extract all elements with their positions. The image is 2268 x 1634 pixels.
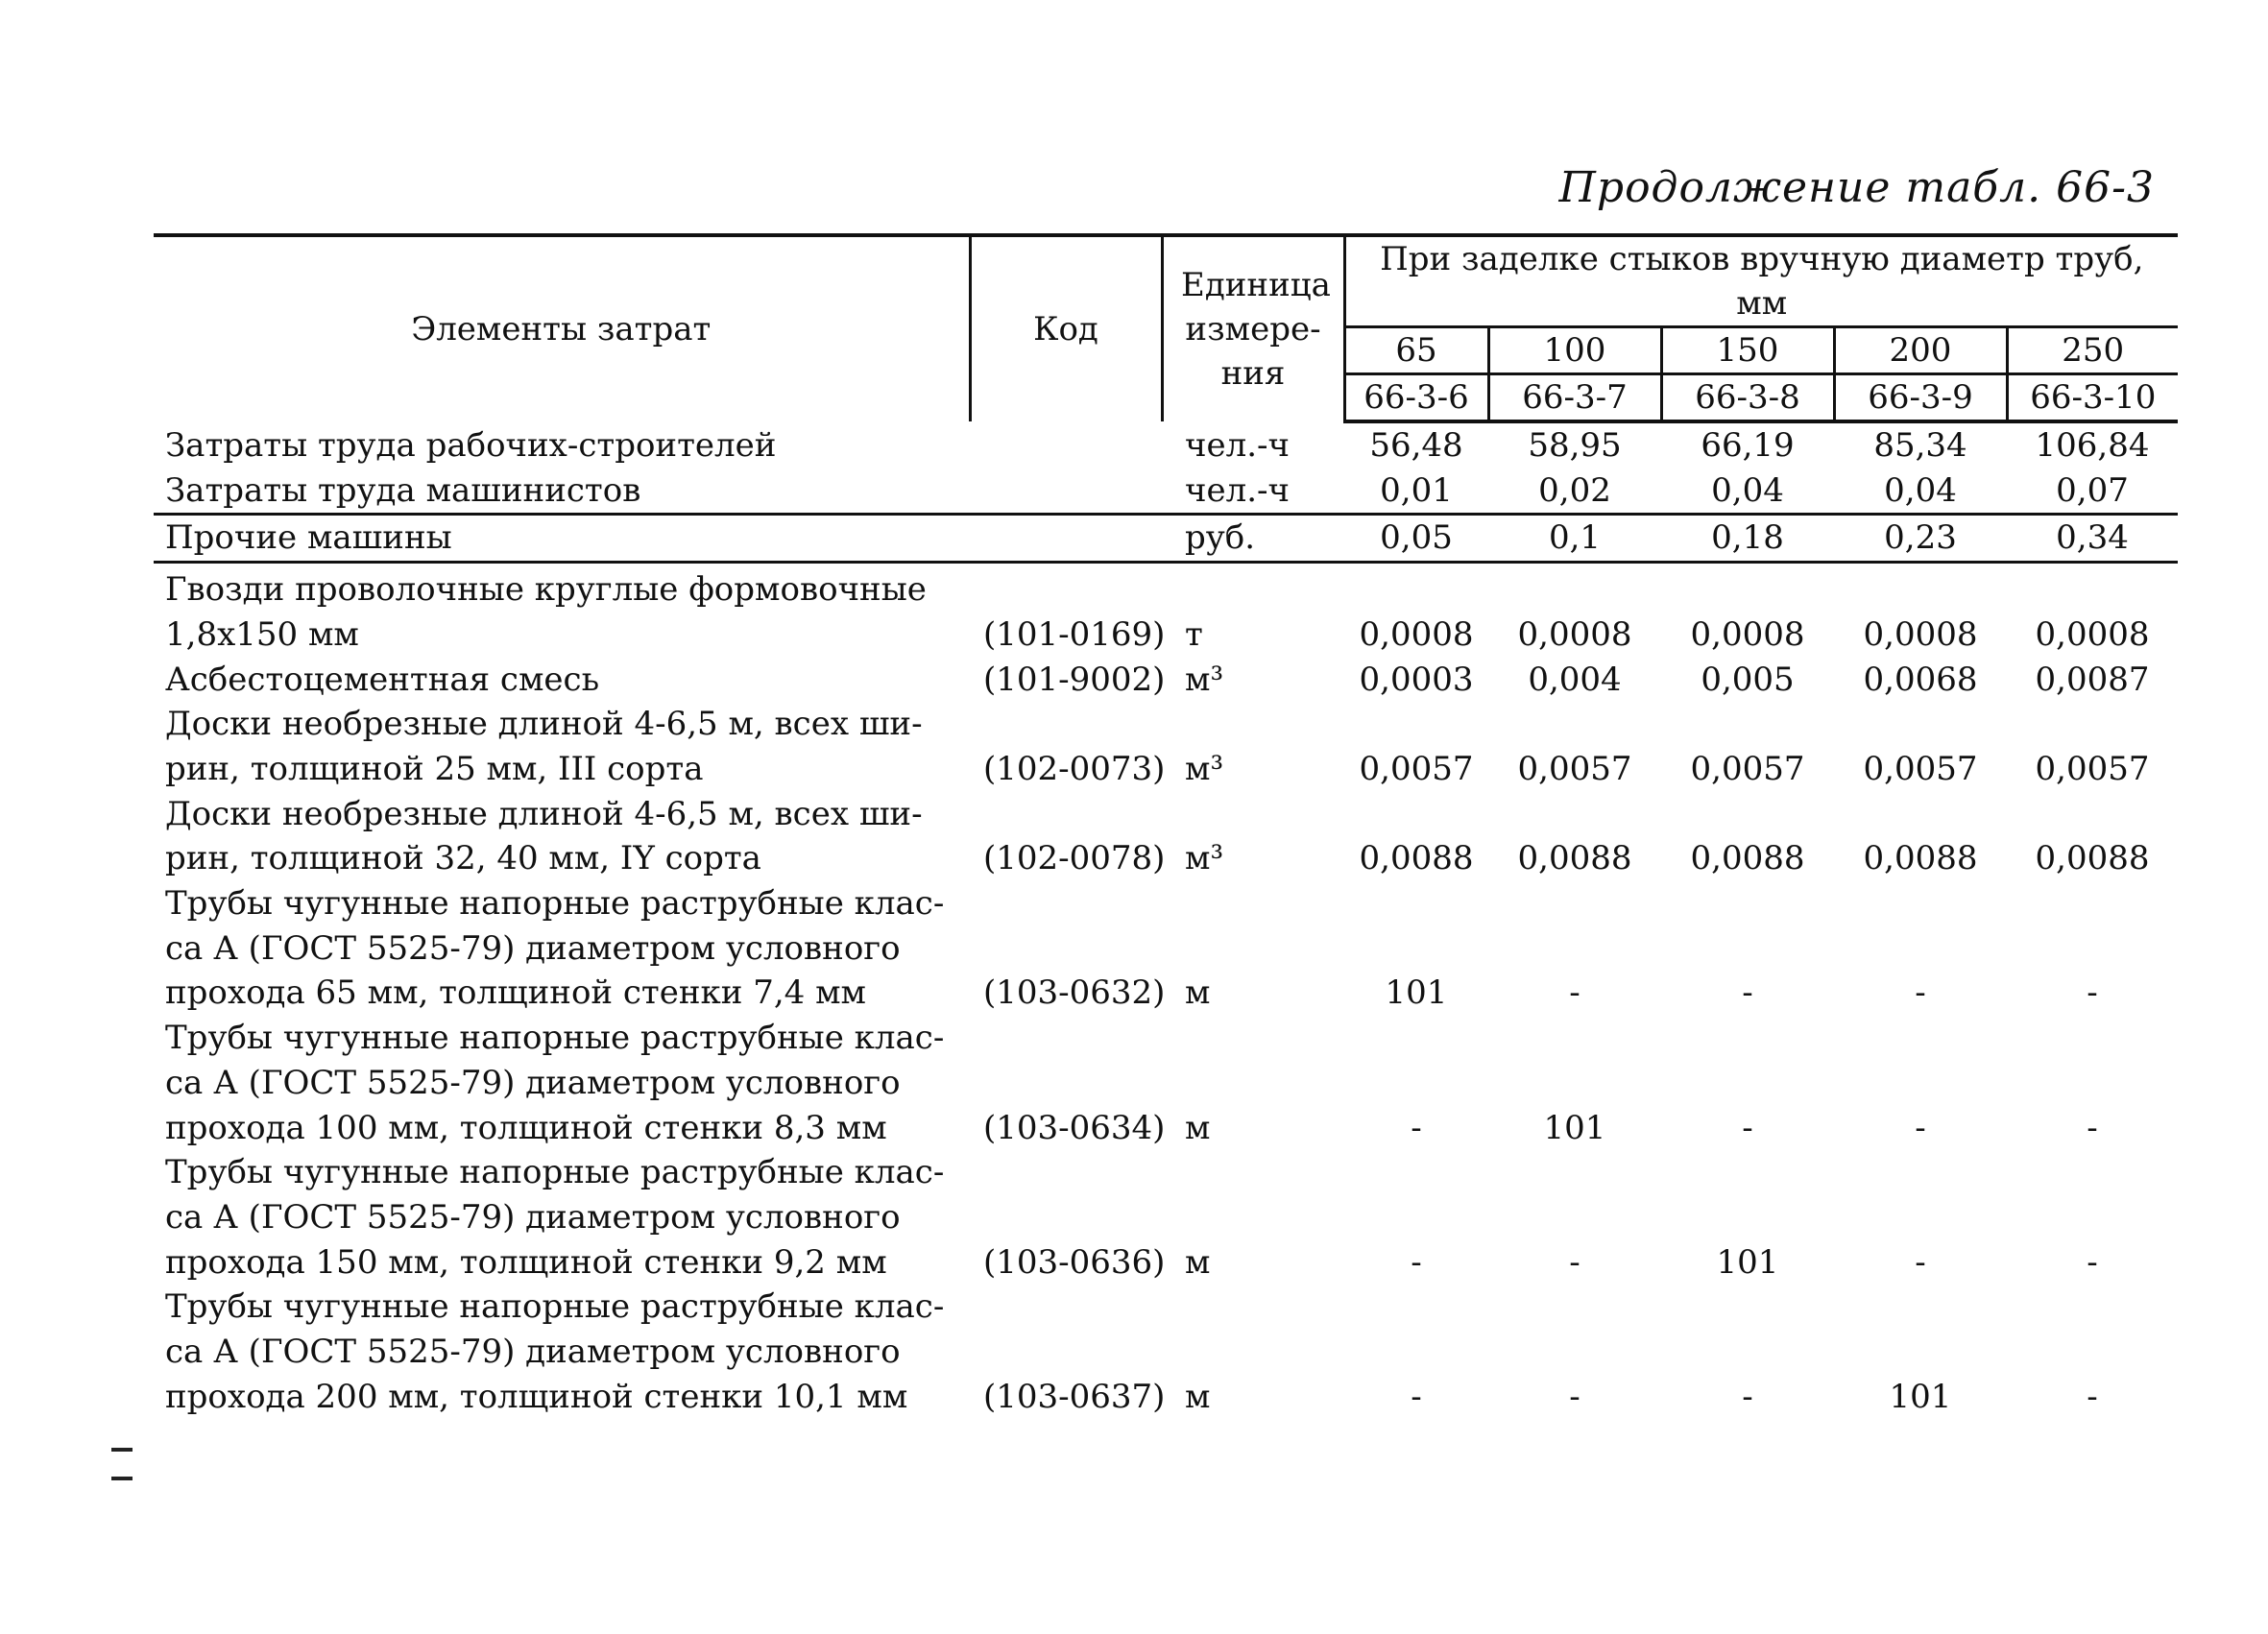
row-unit: руб. [1162,515,1344,563]
material-unit: м [1185,1242,1211,1282]
material-value: 0,0008 [1690,614,1805,654]
row-value: 0,02 [1488,469,1661,515]
margin-mark [111,1448,133,1480]
material-name-line: 1,8x150 мм [165,614,359,654]
material-name-line: Трубы чугунные напорные раструбные клас- [165,1019,945,1058]
material-name-line: Асбестоцементная смесь [165,660,600,699]
material-value: 0,0057 [1690,749,1805,788]
header-norm-code: 66-3-8 [1661,374,1834,422]
material-value: 0,0003 [1359,660,1474,699]
material-value: 0,0087 [2035,660,2150,699]
header-norm-code: 66-3-10 [2007,374,2178,422]
material-value: - [2087,1108,2098,1147]
material-value: 101 [1543,1108,1606,1147]
row-value: 0,34 [2007,515,2178,563]
row-value: 0,05 [1344,515,1488,563]
material-name-line: са А (ГОСТ 5525-79) диаметром условного [165,1063,901,1102]
row-value: 0,04 [1834,469,2007,515]
summary-row [154,421,2178,469]
material-row [154,563,2178,658]
material-value: - [2087,1242,2098,1282]
material-code: (103-0632) [983,973,1166,1013]
materials-body [154,563,2178,1420]
material-row [154,881,2178,1016]
material-name [154,881,970,1016]
row-value: 0,04 [1661,469,1834,515]
header-group [1344,235,2178,327]
material-name-line: Гвозди проволочные круглые формовочные [165,570,927,610]
material-row [154,1016,2178,1150]
material-value: 0,0088 [1359,839,1474,878]
material-name-line: Доски необрезные длиной 4-6,5 м, всех ши- [165,705,923,744]
material-value: 101 [1889,1377,1952,1416]
material-name-line: Трубы чугунные напорные раструбные клас- [165,1153,945,1192]
row-value: 58,95 [1528,426,1622,465]
row-name: Прочие машины [154,515,970,563]
material-name-line: са А (ГОСТ 5525-79) диаметром условного [165,1333,901,1372]
material-name-line: прохода 100 мм, толщиной стенки 8,3 мм [165,1108,887,1147]
material-value: 0,0008 [1517,614,1632,654]
summary-row [154,515,2178,563]
material-code: (101-0169) [983,614,1166,654]
material-name-line: прохода 200 мм, толщиной стенки 10,1 мм [165,1377,908,1416]
row-value: 0,1 [1488,515,1661,563]
material-value: - [1742,973,1753,1013]
row-value: 85,34 [1873,426,1967,465]
row-code [970,515,1162,563]
material-name [154,702,970,791]
row-unit: чел.-ч [1185,426,1290,465]
header-elements: Элементы затрат [154,235,970,421]
material-value: 0,005 [1701,660,1795,699]
material-name [154,1150,970,1285]
row-unit: чел.-ч [1162,469,1344,515]
material-value: - [1569,1242,1580,1282]
material-value: - [1411,1377,1422,1416]
material-value: 0,0008 [1863,614,1978,654]
material-value: 0,0057 [2035,749,2150,788]
row-value: 66,19 [1701,426,1795,465]
row-name: Затраты труда рабочих-строителей [165,426,777,465]
material-unit: м³ [1185,839,1224,878]
material-row [154,1285,2178,1419]
material-code: (101-9002) [983,660,1166,699]
cost-table [154,233,2178,1419]
material-value: - [2087,1377,2098,1416]
material-name-line: прохода 65 мм, толщиной стенки 7,4 мм [165,973,867,1013]
material-value: 101 [1716,1242,1779,1282]
row-value: 0,23 [1834,515,2007,563]
row-value: 56,48 [1369,426,1463,465]
material-value: 0,0068 [1863,660,1978,699]
header-diameter: 65 [1344,327,1488,374]
material-code: (103-0636) [983,1242,1166,1282]
material-value: - [1915,1242,1926,1282]
material-code: (103-0637) [983,1377,1166,1416]
material-row [154,792,2178,881]
header-diameter: 150 [1661,327,1834,374]
material-unit: м [1185,1108,1211,1147]
material-unit: м [1185,1377,1211,1416]
row-value: 106,84 [2035,426,2150,465]
material-value: - [1742,1108,1753,1147]
material-value: 0,0008 [2035,614,2150,654]
material-value: 101 [1385,973,1448,1013]
material-value: 0,0088 [1863,839,1978,878]
row-name: Затраты труда машинистов [154,469,970,515]
material-name [154,1285,970,1419]
material-unit: т [1185,614,1203,654]
material-name [154,792,970,881]
header-code: Код [970,235,1162,421]
header-diameter: 200 [1834,327,2007,374]
table-caption: Продолжение табл. 66-3 [1558,163,2155,212]
header-unit-text: Единица измере-ния [1181,266,1331,393]
material-name-line: са А (ГОСТ 5525-79) диаметром условного [165,1197,901,1237]
row-code [970,469,1162,515]
material-value: 0,0088 [2035,839,2150,878]
summary-body [154,421,2178,563]
material-name-line: са А (ГОСТ 5525-79) диаметром условного [165,928,901,968]
material-unit: м³ [1185,749,1224,788]
header-norm-code: 66-3-9 [1834,374,2007,422]
material-value: 0,0088 [1517,839,1632,878]
material-value: - [1915,1108,1926,1147]
header-norm-code: 66-3-7 [1488,374,1661,422]
row-value: 0,07 [2007,469,2178,515]
header-norm-code: 66-3-6 [1344,374,1488,422]
row-value: 0,18 [1661,515,1834,563]
header-unit [1162,235,1344,421]
material-name [154,1016,970,1150]
table-header [154,235,2178,421]
material-value: 0,0057 [1359,749,1474,788]
material-value: - [1569,973,1580,1013]
material-value: 0,0057 [1863,749,1978,788]
material-value: 0,0057 [1517,749,1632,788]
material-name-line: Трубы чугунные напорные раструбные клас- [165,1287,945,1327]
material-value: - [1411,1242,1422,1282]
material-name-line: рин, толщиной 32, 40 мм, IY сорта [165,839,761,878]
header-diameter: 100 [1488,327,1661,374]
material-value: 0,0088 [1690,839,1805,878]
material-name-line: рин, толщиной 25 мм, III сорта [165,749,704,788]
material-name [154,563,970,658]
header-group-text: При заделке стыков вручную диаметр труб, мм [1380,240,2144,323]
material-name-line: прохода 150 мм, толщиной стенки 9,2 мм [165,1242,887,1282]
material-value: 0,004 [1528,660,1622,699]
header-diameter: 250 [2007,327,2178,374]
material-code: (102-0073) [983,749,1166,788]
row-code [970,421,1162,469]
material-code: (102-0078) [983,839,1166,878]
summary-row [154,469,2178,515]
material-value: 0,0008 [1359,614,1474,654]
material-value: - [1411,1108,1422,1147]
material-name-line: Трубы чугунные напорные раструбные клас- [165,884,945,924]
material-value: - [1742,1377,1753,1416]
material-unit: м³ [1185,660,1224,699]
material-value: - [2087,973,2098,1013]
row-value: 0,01 [1344,469,1488,515]
material-name [154,658,970,703]
material-row [154,658,2178,703]
material-value: - [1569,1377,1580,1416]
material-unit: м [1185,973,1211,1013]
material-name-line: Доски необрезные длиной 4-6,5 м, всех ши- [165,794,923,833]
material-value: - [1915,973,1926,1013]
material-row [154,1150,2178,1285]
material-code: (103-0634) [983,1108,1166,1147]
material-row [154,702,2178,791]
